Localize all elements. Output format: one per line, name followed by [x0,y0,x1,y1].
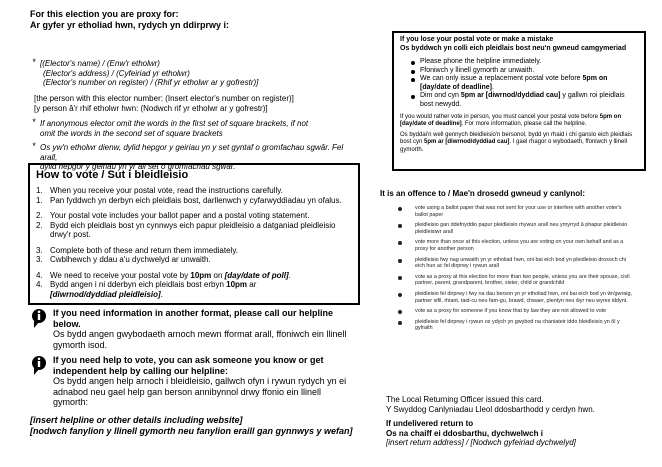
in-person-en [400,114,638,129]
step-text-en: Complete both of these and return them immediately. [50,245,238,255]
step-4 [36,271,352,300]
lost-b4-deadline: 5pm ar [diwrnod/dyddiad cau] [460,92,561,99]
step4-en-time: 10pm [190,270,212,280]
format-info-cy: Os bydd angen gwybodaeth arnoch mewn fformat arall, ffoniwch ein llinell gymorth isod. [53,329,347,350]
step4-cy-c: ar [247,280,257,289]
number-line-en: [the person with this elector number: (Insert elector's number on register)] [34,94,294,103]
help-info-en: If you need help to vote, you can ask someone you know or get independent help by calling our helpline: [53,355,324,376]
offence-item: pleidleisio fel dirprwy i fwy na dau berson yn yr etholiad hwn, oni bai eich bod yn ŵr/gwraig, partner sifil, rhiant, taid-cu neu fam-gu, brawd, chwaer, plentyn neu ŵyr neu wyres iddynt. [398,291,633,304]
offence-title: It is an offence to / Mae'n drosedd gwneud y canlynol: [380,189,586,198]
lost-bullet: Please phone the helpline immediately. [410,58,638,67]
offence-item: vote more than once at this election, unless you are voting on your own behalf and as a proxy for another person [398,239,633,252]
lost-vote-box [392,31,646,171]
step4-cy-a: Bydd angen i ni dderbyn eich pleidlais bost erbyn [50,280,227,289]
issued-en: The Local Returning Officer issued this card. [386,395,544,404]
anon-en-line-1: If anonymous elector omit the words in the first set of square brackets, if not [40,119,309,128]
in-person-en-c: . For more information, please call the helpline. [461,121,587,128]
step-text-cy: Bydd eich pleidlais bost yn cynnwys eich papur pleidleisio a datganiad pleidleisio drwy'r post. [50,220,336,239]
format-info [53,308,353,350]
anon-en-line-2: omit the words in the second set of square brackets [40,128,223,138]
step-number: 4. [36,270,43,280]
lost-b4-c: y gallwn roi pleidlais bost newydd. [420,92,625,108]
lost-b4-a: Dim ond cyn [420,92,461,99]
lost-title-cy: Os byddwch yn colli eich pleidlais bost neu'n gwneud camgymeriad [400,44,627,52]
lost-bullet [410,92,638,109]
elector-name: [(Elector's name) / (Enw'r etholwr) [40,59,160,68]
lost-b3-deadline: 5pm on [day/date of deadline] [420,75,608,91]
lost-bullet [410,75,638,92]
in-person-cy-deadline: 5pm ar [diwrnod/dyddiad cau] [424,139,510,146]
lost-bullet: Ffoniwch y llinell gymorth ar unwaith. [410,67,638,76]
step-number: 2. [36,211,43,220]
step4-en-e: . [288,270,291,280]
step-number: 4. [36,280,43,289]
proxy-heading-en: For this election you are proxy for: [30,9,179,19]
helpline-details [30,415,355,436]
in-person-cy-a: Os byddai'n well gennych bleidleisio'n bersonol, bydd yn rhaid i chi ganslo eich pleidlais bost cyn [400,131,633,146]
step4-en-a: We need to receive your postal vote by [50,270,191,280]
proxy-section [30,9,348,30]
step4-en-date: [day/date of poll] [224,270,289,280]
offence-item: vote using a ballot paper that was not sent for your use or interfere with another voter's ballot paper [398,205,633,218]
step4-cy-e: . [160,289,163,299]
offence-item: pleidleisio gan ddefnyddio papur pleidleisio rhywun arall neu ymyrryd â phapur pleidleisio pleidleisiwr arall [398,222,633,235]
elector-number-lines [34,94,350,113]
step4-cy-time: 10pm [226,280,248,289]
lost-title-en: If you lose your postal vote or make a mistake [400,36,554,43]
return-address-block [386,419,646,448]
offence-list [398,205,633,336]
lost-b3-c: . [491,83,494,91]
offence-item: pleidleisio fwy nag unwaith yn yr etholiad hwn, oni bai eich bod yn pleidleisio drosoch chi eich hun ac fel dirprwy i rywun arall [398,257,633,270]
offence-item: vote as a proxy for someone if you know that by law they are not allowed to vote [398,308,633,315]
step-number: 3. [36,245,43,255]
step-text-en [50,271,291,281]
step-text-cy: Cwblhewch y ddau a'u dychwelyd ar unwaith. [50,255,211,264]
step-text-en: Your postal vote includes your ballot paper and a postal voting statement. [50,211,310,220]
step-text-en: When you receive your postal vote, read the instructions carefully. [50,186,283,195]
helpline-en: [insert helpline or other details including website] [30,415,243,425]
how-to-vote-title: How to vote / Sut i bleidleisio [36,169,189,181]
elector-address: (Elector's address) / (Cyfeiriad yr etholwr) [43,68,190,78]
helpline-cy: [nodwch fanylion y llinell gymorth neu fanylion eraill gan gynnwys y wefan] [30,425,353,436]
step-3 [36,246,352,265]
offence-item: pleidleisio fel dirprwy i rywun os ydych yn gwybod na chaniateir iddo bleidleisio yn ôl y gyfraith [398,319,633,332]
help-info [53,355,358,408]
step-number: 1. [36,186,43,195]
asterisk-marker: * [32,57,36,67]
how-to-vote-box [28,163,360,305]
step-text-cy: Pan fyddwch yn derbyn eich pleidlais bost, darllenwch y cyfarwyddiadau yn ofalus. [50,195,342,205]
in-person-en-deadline: 5pm on [day/date of deadline] [400,114,622,128]
issued-cy: Y Swyddog Canlyniadau Lleol ddosbarthodd y cerdyn hwn. [386,404,595,414]
info-icon [31,355,47,375]
number-line-cy: [y person â'r rhif etholwr hwn: (Nodwch rif yr etholwr ar y gofrestr)] [34,103,268,113]
step-text-cy [50,280,256,299]
elector-details [32,57,350,88]
asterisk-marker: * [32,141,36,151]
elector-number: (Elector's number on register) / (Rhif yr etholwr ar y gofrestr)] [43,78,259,87]
anon-note-en [32,117,350,138]
anon-cy-line-1: Os yw'n etholwr dienw, dylid hepgor y geiriau yn y set gyntaf o gromfachau sgwâr. Fel arall, [40,143,344,162]
step4-en-c: on [211,270,225,280]
format-info-en: If you need information in another format, please call our helpline below. [53,308,334,329]
in-person-en-a: If you would rather vote in person, you must cancel your postal vote before [400,114,600,120]
anon-cy-line-2: dylid hepgor y geiriau yn yr ail set o gromfachau sgwâr. [40,162,236,171]
offence-item: vote as a proxy at this election for more than two people, unless you are their spouse, civil partner, parent, grandparent, brother, sister, child or grandchild [398,274,633,287]
step-number: 1. [36,195,43,205]
step-2 [36,211,352,240]
lost-b3-a: We can only issue a replacement postal vote before [420,75,583,82]
info-icon [31,308,47,328]
undelivered-en: If undelivered return to [386,419,474,428]
step-number: 2. [36,220,43,230]
step4-cy-date: [diwrnod/dyddiad pleidleisio] [50,289,161,299]
in-person-cy-c: . I gael rhagor o wybodaeth, ffoniwch y llinell gymorth. [400,139,627,153]
step-number: 3. [36,255,43,264]
proxy-heading-cy: Ar gyfer yr etholiad hwn, rydych yn ddirprwy i: [30,19,230,30]
undelivered-cy: Os na chaiff ei ddosbarthu, dychwelwch i [386,428,543,438]
in-person-cy [400,132,638,154]
step-1 [36,186,352,205]
lost-bullets [400,58,638,109]
asterisk-marker: * [32,117,36,127]
return-address: [insert return address] / [Nodwch gyfeiriad dychwelyd] [386,438,576,447]
help-info-cy: Os bydd angen help arnoch i bleidleisio, gallwch ofyn i rywun rydych yn ei adnabod neu gael help gan berson annibynnol drwy ffonio ein llinell gymorth: [53,376,347,407]
issued-note [386,395,646,414]
